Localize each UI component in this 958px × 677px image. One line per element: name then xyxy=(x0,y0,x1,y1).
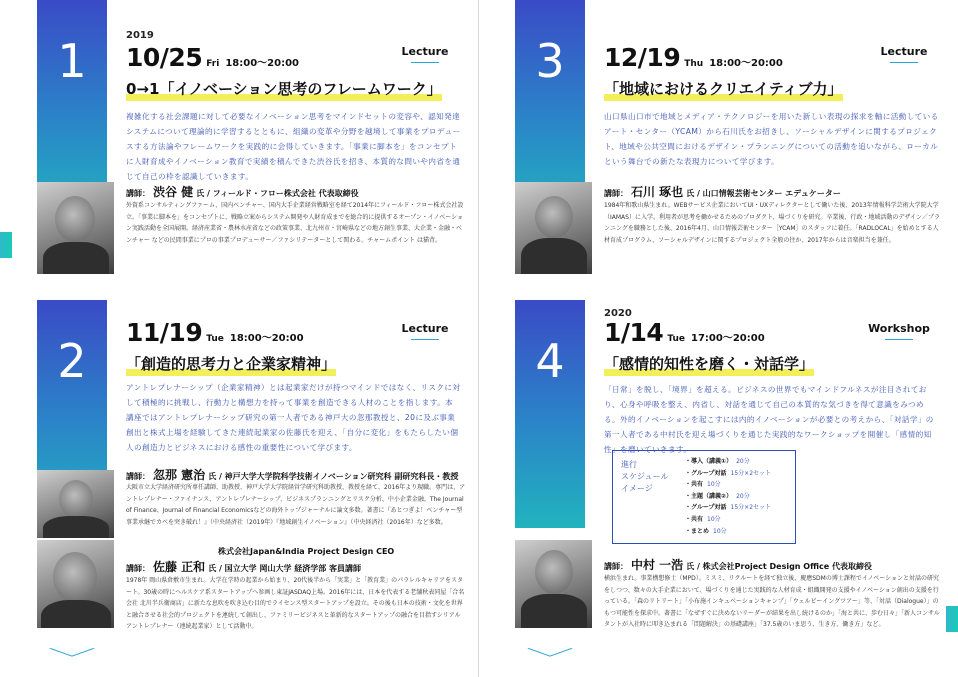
schedule-item xyxy=(685,514,771,526)
speaker-bio: 1984年和歌山県生まれ。WEBサービス企業においてUI・UXディレクターとして働いた後、2013年情報科学芸術大学院大学（IAMAS）に入学。利用者が思考を働かせるためのプロダクト、場づくりを研究。卒業後、行政・地域活動のデザイン／プランニングを職務とした後、2016年4月、山口情報芸術センター［YCAM］のスタッフに着任。「RADLOCAL」を始めとする人材育成プログラム、ソーシャルデザインに関するプロジェクト全般の往か、2017年からは音楽担当を兼任。 xyxy=(604,202,941,244)
session-date xyxy=(604,318,765,347)
schedule-item-name: ・導入（講義①） xyxy=(685,458,733,465)
speaker-prefix: 講師： xyxy=(126,189,150,198)
schedule-item-name: ・グループ対話 xyxy=(685,504,727,512)
schedule-item xyxy=(685,479,771,491)
session-2 xyxy=(0,300,478,677)
speaker-affiliation: 氏 / 株式会社Project Design Office 代表取締役 xyxy=(686,562,872,571)
year-label: 2020 xyxy=(604,308,632,319)
session-title xyxy=(126,353,336,374)
time-range: 18:00～20:00 xyxy=(225,58,299,69)
time-range: 18:00～20:00 xyxy=(709,58,783,69)
speaker-name: 石川 琢也 xyxy=(631,185,684,199)
session-date xyxy=(126,43,299,72)
time-range: 18:00～20:00 xyxy=(229,333,304,344)
speaker-line xyxy=(126,183,359,200)
speaker-photo xyxy=(37,182,114,274)
weekday: Fri xyxy=(206,59,220,69)
schedule-item xyxy=(685,526,771,538)
speaker2-org: 株式会社Japan&India Project Design CEO xyxy=(218,547,395,556)
session-date xyxy=(126,318,304,347)
schedule-item xyxy=(685,456,771,468)
session-4 xyxy=(479,300,958,677)
photo-face xyxy=(55,196,95,242)
session-type xyxy=(859,322,939,340)
session-type-label: Lecture xyxy=(401,45,449,58)
session-title-text: 0→1「イノベーション思考のフレームワーク」 xyxy=(126,80,442,98)
photo-body xyxy=(43,516,109,538)
session-number: 4 xyxy=(535,334,565,388)
speaker-bio: 外資系コンサルティングファーム、国内ベンチャー、国内大手企業経営戦略室を経て2014年にフィールド・フロー株式会社設立。「事業に脚本を」をコンセプトに、戦略立案からシステム開発や人財育成までを総合的に提供するオープン・イノベーション実践活動を全国展開。経済産業省・農林水産省などの政策事業、北九州市・宮崎県などの地方創生事業、大企業・金融・ベンチャー などの民間事業にプロの事業プロデューサー／ファシリテーターとして関わる。チャームポイント は猫背。 xyxy=(126,202,464,244)
session-description: アントレプレナーシップ（企業家精神）とは起業家だけが持つマインドではなく、リスクに対して積極的に挑戦し、行動力と構想力を持って事業を創造できる人材のことを指します。本講座ではアントレプレナーシップ研究の第一人者である神戸大の忽那教授と、20に及ぶ事業創出と株式上場を経験してきた連続起業家の佐藤氏を迎え、「自分に変化」をもたらしたい個人の創造力とビジネスにおける感性の重要性について学びます。 xyxy=(126,383,461,452)
session-type-label: Workshop xyxy=(868,322,930,335)
speaker-photo xyxy=(515,540,592,628)
speaker-name: 中村 一浩 xyxy=(631,558,684,572)
session-title-text: 「創造的思考力と企業家精神」 xyxy=(126,355,337,373)
speaker-bio: 横浜生まれ。事業構想修士（MPD）。ミスミ、リクルートを経て独立後、慶應SDMの博士課程でイノベーションと対話の研究をしつつ、数々の大手企業において、場づくりを通じた実践的な人材育成・組織開発の支援やイノベーション創出の支援を行っている。「森のリトリート」「小布施インキュベーションキャンプ」「ウェルビーイングツアー」等、「対話（Dialogue）」のもつ可能性を探求中。著書に「なぜすぐに決めないリーダーが結果を出し続けるのか」「海と共に、歩む日々」「新人コンサルタントが入社時に叩き込まれる「問題解決」の基礎講座」「37.5歳のいま思う、生き方、働き方」など。 xyxy=(604,575,940,629)
date-value: 11/19 xyxy=(126,318,203,347)
chevron-down-icon: ﹀ xyxy=(48,646,96,670)
weekday: Thu xyxy=(684,59,704,69)
schedule-item-detail: 10分 xyxy=(707,481,721,489)
weekday: Tue xyxy=(667,334,685,344)
speaker2-photo xyxy=(37,540,114,628)
schedule-item xyxy=(685,468,771,480)
schedule-label: 進行 スケジュール イメージ xyxy=(621,460,669,493)
speaker2-bio: 1978年 岡山県倉敷市生まれ。大学在学時の起業から始まり、20代後半から「実業」と「教育業」のパラレルキャリアをスタート。30歳の時にヘルスケア系スタートアップへ参画し東証JASDAQ上場。2016年には、日本を代表する老舗秋表同屋「合名会社 北川半兵衛商店」に新たな息吹を吹き込む目的でライセンス型スタートアップを設立。その後も日本の技術・文化を世界と融合させる社会的プロジェクトを連続して創出し、ファミリービジネスと革新的なスタートアップの融合を目指すシリアルアントレプレナー（連続起業家）として活動中。 xyxy=(126,577,465,631)
divider xyxy=(411,62,439,63)
speaker2-name: 佐藤 正和 xyxy=(153,560,206,574)
speaker-photo xyxy=(37,470,114,538)
speaker-line xyxy=(126,466,458,483)
session-title xyxy=(604,78,843,99)
chevron-down-icon: ﹀ xyxy=(526,646,574,670)
session-number-band xyxy=(515,300,585,528)
photo-face xyxy=(59,480,93,518)
speaker-affiliation: 氏 / 神戸大学大学院科学技術イノベーション研究科 副研究科長・教授 xyxy=(208,472,459,481)
session-type-label: Lecture xyxy=(880,45,928,58)
session-title xyxy=(126,78,442,99)
session-number: 2 xyxy=(57,334,87,388)
speaker-line xyxy=(604,183,841,200)
photo-body xyxy=(521,594,587,628)
session-title-text: 「地域におけるクリエイティブ力」 xyxy=(604,80,843,98)
divider xyxy=(411,339,439,340)
schedule-item-name: ・共有 xyxy=(685,515,704,523)
divider xyxy=(890,62,918,63)
divider xyxy=(885,339,913,340)
session-title-text: 「感情的知性を磨く・対話学」 xyxy=(604,355,815,373)
speaker-line xyxy=(604,556,872,573)
photo-face xyxy=(53,552,97,602)
photo-body xyxy=(41,600,111,628)
speaker-affiliation: 氏 / 山口情報芸術センター エデュケーター xyxy=(686,189,841,198)
schedule-item-detail: 20分 xyxy=(736,458,750,465)
speaker-bio: 大阪市立大学経済研究所専任講師、助教授、神戸大学大学院経営学研究科助教授、教授を経て、2016年より現職。専門は、アントレプレナー・ファイナンス、アントレプレナーシップ、ビジネスプランニングとリスク分析、中小企業金融。The Journal of Finance、Journal of Financial Economicsなどの海外トップジャーナルに論文多数。著書に『あとつぎよ！ベンチャー型事業承継でカベを突き破れ！』（中央経済社（2019年）『地域創生イノベーション』（中央経済社（2016年）など多数。 xyxy=(126,484,466,526)
date-value: 1/14 xyxy=(604,318,664,347)
schedule-item-name: ・共有 xyxy=(685,481,704,489)
photo-face xyxy=(535,196,573,238)
session-title xyxy=(604,353,814,374)
session-number: 1 xyxy=(57,34,87,88)
session-date xyxy=(604,43,783,72)
schedule-item-detail: 10分 xyxy=(707,515,721,523)
speaker2-line xyxy=(126,558,361,575)
weekday: Tue xyxy=(206,334,224,344)
session-type xyxy=(390,45,460,63)
schedule-item-detail: 10分 xyxy=(713,527,727,535)
schedule-item-detail: 15分×2セット xyxy=(730,469,772,477)
session-type xyxy=(869,45,939,63)
session-type-label: Lecture xyxy=(401,322,449,335)
session-description: 複雑化する社会課題に対して必要なイノベーション思考をマインドセットの変容や、認知発達システムについて理論的に学習するとともに、組織の変革や分野を越境して事業をプロデュースする方法論やフレームワークを実践的に会得していきます。「事業に脚本を」をコンセプトに人財育成やイノベーション教育で実績を積んできた渋谷氏を招き、本質的な問いや内省を通じて自己の枠を認識していきます。 xyxy=(126,112,461,181)
session-description: 山口県山口市で地域とメディア・テクノロジーを用いた新しい表現の探求を軸に活動しているアート・センター（YCAM）から石川氏をお招きし、ソーシャルデザインに関するプロジェクト、地域や公共空間におけるデザイン・プランニングについての活動を追いながら、ローカルという舞台での新たな表現力について学びます。 xyxy=(604,112,939,166)
date-value: 12/19 xyxy=(604,43,681,72)
schedule-box xyxy=(612,450,796,544)
speaker2-affiliation: 氏 / 国立大学 岡山大学 経済学部 客員講師 xyxy=(208,564,362,573)
date-value: 10/25 xyxy=(126,43,203,72)
speaker-photo xyxy=(515,182,592,274)
speaker-prefix: 講師： xyxy=(604,562,628,571)
photo-body xyxy=(43,242,109,274)
speaker-name: 忽那 憲治 xyxy=(153,468,206,482)
schedule-item-detail: 20分 xyxy=(736,492,750,500)
schedule-item-name: ・グループ対話 xyxy=(685,469,727,477)
speaker-affiliation: 氏 / フィールド・フロー株式会社 代表取締役 xyxy=(196,189,359,198)
schedule-item xyxy=(685,502,771,514)
time-range: 17:00～20:00 xyxy=(691,333,765,344)
session-1 xyxy=(0,0,478,300)
speaker-prefix: 講師： xyxy=(126,472,150,481)
schedule-item-name: ・主題（講義②） xyxy=(685,492,733,500)
session-number: 3 xyxy=(535,34,565,88)
schedule-list xyxy=(685,456,771,537)
session-3 xyxy=(479,0,958,300)
speaker-prefix: 講師： xyxy=(126,564,150,573)
speaker-name: 渋谷 健 xyxy=(153,185,194,199)
photo-face xyxy=(535,550,573,594)
speaker-prefix: 講師： xyxy=(604,189,628,198)
session-type xyxy=(390,322,460,340)
schedule-item xyxy=(685,491,771,503)
schedule-item-detail: 15分×2セット xyxy=(730,504,772,512)
accent-bar xyxy=(946,606,958,632)
photo-body xyxy=(521,238,587,274)
year-label: 2019 xyxy=(126,30,154,41)
accent-bar xyxy=(0,232,12,258)
schedule-item-name: ・まとめ xyxy=(685,527,710,535)
session-description: 「日常」を脱し、「境界」を超える。ビジネスの世界でもマインドフルネスが注目されており、心身や呼吸を整え、内省し、対話を通じて自己の本質的な気づきを得て意識をみつめる。外的イノベーションを起こすには内的イノベーションが必要との考えから、「対話学」の第一人者である中村氏を迎え場づくりを通じた実践的なワークショップを開催し「感情的知性」を磨いていきます。 xyxy=(604,385,934,454)
